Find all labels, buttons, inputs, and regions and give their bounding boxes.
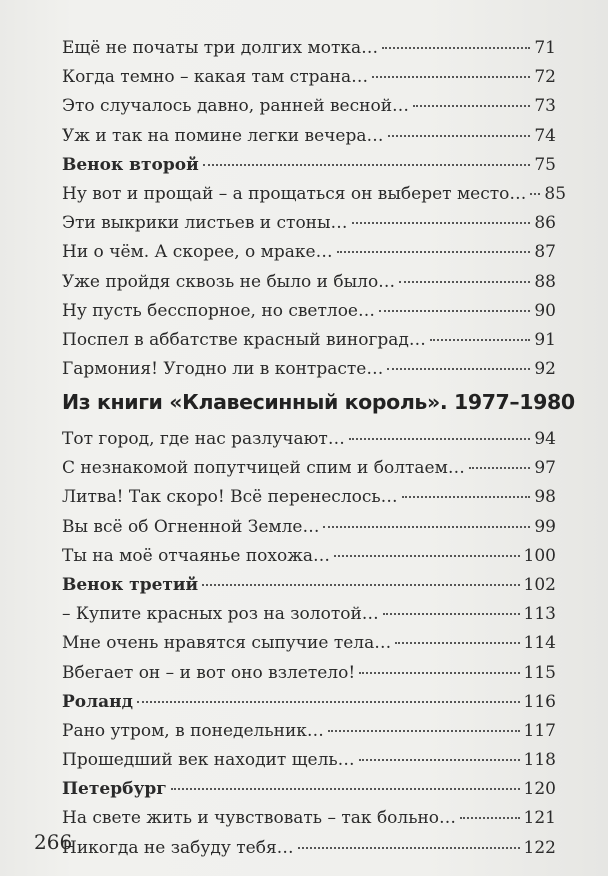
toc-entry-title: Никогда не забуду тебя… xyxy=(62,837,294,858)
toc-leader-dots xyxy=(372,76,530,78)
toc-leader-dots xyxy=(359,759,520,761)
toc-entry-page: 113 xyxy=(523,604,556,625)
toc-entry-cycle xyxy=(62,692,556,721)
toc-entry-page: 98 xyxy=(534,487,556,508)
toc-entry-page: 88 xyxy=(534,271,556,292)
toc-leader-dots xyxy=(323,526,530,528)
toc-entry-title: Прошедший век находит щель… xyxy=(62,750,355,771)
toc-entry-title: Петербург xyxy=(62,779,167,800)
toc-entry xyxy=(62,183,567,213)
toc-entry xyxy=(62,517,556,546)
toc-leader-dots xyxy=(298,847,520,849)
toc-entry-page: 86 xyxy=(534,213,556,234)
toc-entry xyxy=(62,633,556,662)
toc-leader-dots xyxy=(137,701,520,703)
toc-leader-dots xyxy=(349,438,531,440)
toc-entry-page: 120 xyxy=(523,779,556,800)
toc-entry xyxy=(62,663,556,692)
toc-leader-dots xyxy=(413,105,530,107)
toc-list-bottom xyxy=(62,429,556,867)
toc-entry-title: Гармония! Угодно ли в контрасте… xyxy=(62,359,384,380)
toc-entry xyxy=(62,546,556,575)
toc-entry-page: 94 xyxy=(534,429,556,449)
toc-entry-title: Ни о чём. А скорее, о мраке… xyxy=(62,242,333,263)
toc-entry xyxy=(62,838,556,867)
toc-entry-title: Венок второй xyxy=(62,154,199,175)
toc-entry-page: 115 xyxy=(523,662,556,683)
toc-entry-title: Тот город, где нас разлучают… xyxy=(62,429,345,449)
toc-leader-dots xyxy=(202,584,519,586)
toc-entry-title: Уж и так на помине легки вечера… xyxy=(62,125,384,146)
toc-leader-dots xyxy=(388,135,531,137)
toc-leader-dots xyxy=(171,788,520,790)
toc-entry xyxy=(62,126,556,155)
toc-leader-dots xyxy=(395,642,519,644)
toc-entry-title: Уже пройдя сквозь не было и было… xyxy=(62,271,396,292)
toc-entry xyxy=(62,359,556,388)
toc-entry-page: 72 xyxy=(534,67,556,88)
toc-leader-dots xyxy=(337,251,531,253)
toc-leader-dots xyxy=(460,817,520,819)
toc-entry-title: Мне очень нравятся сыпучие тела… xyxy=(62,633,392,654)
toc-leader-dots xyxy=(383,613,520,615)
toc-entry-title: На свете жить и чувствовать – так больно… xyxy=(62,808,457,829)
section-heading: Из книги «Клавесинный король». 1977–1980 xyxy=(62,390,575,414)
toc-entry-title: Ну пусть бесспорное, но светлое… xyxy=(62,300,375,321)
toc-entry-title: Роланд xyxy=(62,691,133,712)
toc-entry xyxy=(62,301,556,330)
toc-list-top xyxy=(62,38,567,388)
toc-entry-page: 99 xyxy=(534,516,556,537)
toc-leader-dots xyxy=(387,368,530,370)
toc-entry xyxy=(62,213,556,242)
toc-entry-page: 73 xyxy=(534,96,556,117)
toc-leader-dots xyxy=(430,339,530,341)
toc-entry-page: 71 xyxy=(534,38,556,58)
toc-entry-page: 114 xyxy=(523,633,556,654)
toc-entry-page: 85 xyxy=(544,183,567,204)
toc-entry-page: 74 xyxy=(534,125,556,146)
toc-entry xyxy=(62,96,556,125)
toc-entry xyxy=(62,750,556,779)
toc-leader-dots xyxy=(399,281,530,283)
toc-leader-dots xyxy=(402,496,531,498)
toc-entry-page: 121 xyxy=(523,808,556,829)
toc-entry-title: Вы всё об Огненной Земле… xyxy=(62,516,320,537)
toc-entry-title: Литва! Так скоро! Всё перенеслось… xyxy=(62,487,398,508)
toc-entry-page: 100 xyxy=(523,545,556,566)
toc-leader-dots xyxy=(352,222,531,224)
toc-entry-title: Ещё не початы три долгих мотка… xyxy=(62,38,379,58)
toc-entry-title: Венок третий xyxy=(62,574,199,595)
toc-entry-page: 117 xyxy=(523,720,556,741)
toc-entry xyxy=(62,38,556,67)
toc-entry-page: 116 xyxy=(523,691,556,712)
toc-entry xyxy=(62,242,556,271)
toc-leader-dots xyxy=(328,730,520,732)
toc-entry-title: Ну вот и прощай – а прощаться он выберет место… xyxy=(62,183,527,204)
toc-entry-page: 118 xyxy=(523,750,556,771)
toc-entry xyxy=(62,458,556,487)
toc-entry-page: 87 xyxy=(534,242,556,263)
toc-entry-page: 102 xyxy=(523,574,556,595)
toc-entry-page: 90 xyxy=(534,300,556,321)
toc-entry-page: 75 xyxy=(534,154,556,175)
toc-entry-title: – Купите красных роз на золотой… xyxy=(62,604,379,625)
toc-leader-dots xyxy=(382,47,530,49)
toc-entry-title: Эти выкрики листьев и стоны… xyxy=(62,213,348,234)
toc-leader-dots xyxy=(203,164,531,166)
toc-leader-dots xyxy=(379,310,530,312)
toc-entry-title: С незнакомой попутчицей спим и болтаем… xyxy=(62,458,465,479)
toc-entry-cycle xyxy=(62,779,556,808)
toc-entry-page: 92 xyxy=(534,359,556,380)
toc-entry-page: 122 xyxy=(523,837,556,858)
toc-entry xyxy=(62,487,556,516)
toc-entry xyxy=(62,808,556,837)
toc-leader-dots xyxy=(334,555,520,557)
toc-entry xyxy=(62,67,556,96)
toc-entry-page: 97 xyxy=(534,458,556,479)
toc-leader-dots xyxy=(530,193,540,195)
toc-entry xyxy=(62,721,556,750)
toc-entry-title: Когда темно – какая там страна… xyxy=(62,67,369,88)
toc-entry xyxy=(62,429,556,458)
toc-leader-dots xyxy=(469,467,531,469)
toc-entry-title: Ты на моё отчаянье похожа… xyxy=(62,545,331,566)
toc-entry xyxy=(62,272,556,301)
toc-entry-cycle xyxy=(62,575,556,604)
toc-entry-page: 91 xyxy=(534,329,556,350)
toc-entry xyxy=(62,330,556,359)
toc-entry-title: Рано утром, в понедельник… xyxy=(62,720,324,741)
toc-entry-cycle xyxy=(62,155,556,184)
toc-entry-title: Поспел в аббатстве красный виноград… xyxy=(62,329,426,350)
toc-entry-title: Вбегает он – и вот оно взлетело! xyxy=(62,662,356,683)
toc-leader-dots xyxy=(359,672,519,674)
toc-entry xyxy=(62,604,556,633)
toc-entry-title: Это случалось давно, ранней весной… xyxy=(62,96,410,117)
page-number: 266 xyxy=(34,830,73,854)
